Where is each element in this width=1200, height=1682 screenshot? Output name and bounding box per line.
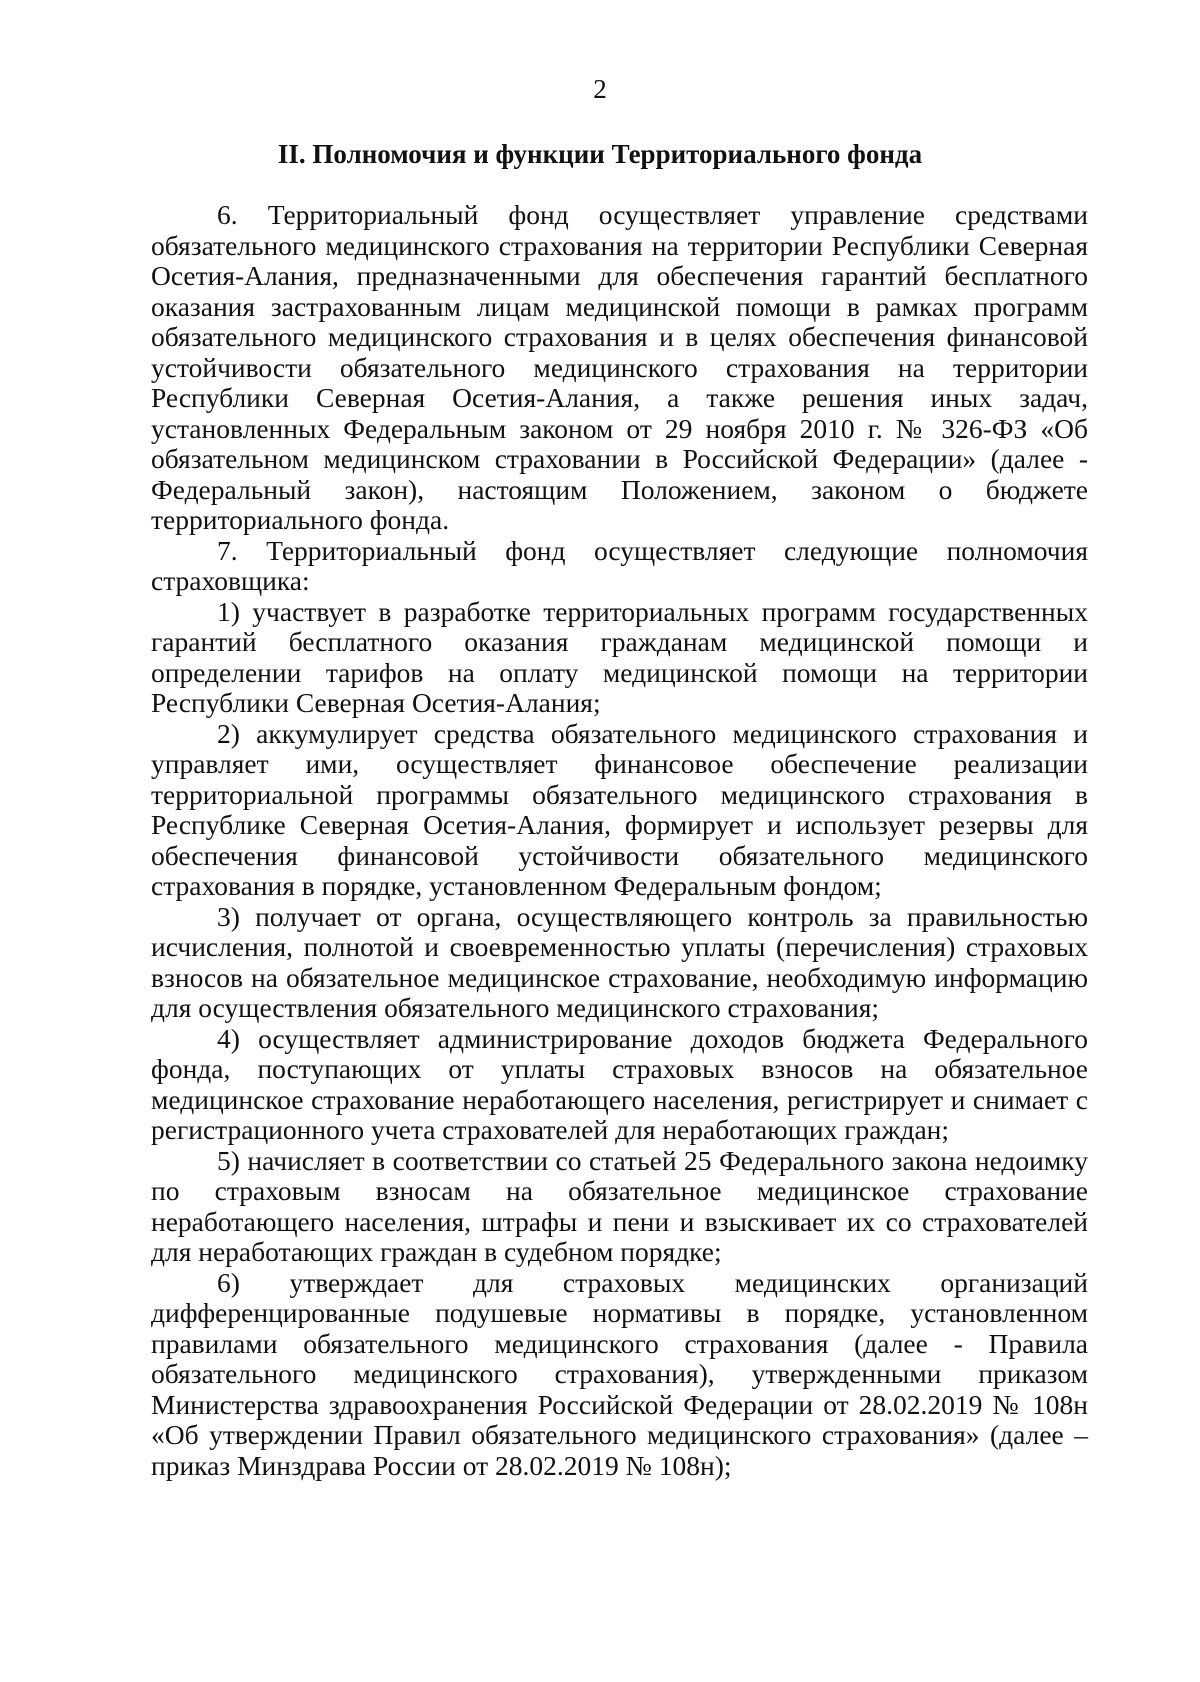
- subitem-2: 2) аккумулирует средства обязательного медицинского страхования и управляет ими, осуществляет финансовое обеспечение реализации территориальной программы обязательного медицинского страхования в Республике Северная Осетия-Алания, формирует и использует резервы для обеспечения финансовой устойчивости обязательного медицинского страхования в порядке, установленном Федеральным фондом;: [151, 717, 1088, 901]
- paragraph-item-7: 7. Территориальный фонд осуществляет следующие полномочия страховщика:: [151, 534, 1088, 596]
- subitem-4: 4) осуществляет администрирование доходов бюджета Федерального фонда, поступающих от уплаты страховых взносов на обязательное медицинское страхование неработающего населения, регистрирует и снимает с регистрационного учета страхователей для неработающих граждан;: [151, 1022, 1088, 1145]
- document-body: [151, 200, 1088, 1481]
- subitem-3: 3) получает от органа, осуществляющего контроль за правильностью исчисления, полнотой и своевременностью уплаты (перечисления) страховых взносов на обязательное медицинское страхование, необходимую информацию для осуществления обязательного медицинского страхования;: [151, 900, 1088, 1023]
- paragraph-item-6: 6. Территориальный фонд осуществляет управление средствами обязательного медицинского страхования на территории Республики Северная Осетия-Алания, предназначенными для обеспечения гарантий бесплатного оказания застрахованным лицам медицинской помощи в рамках программ обязательного медицинского страхования и в целях обеспечения финансовой устойчивости обязательного медицинского страхования на территории Республики Северная Осетия-Алания, а также решения иных задач, установленных Федеральным законом от 29 ноября 2010 г. № 326-ФЗ «Об обязательном медицинском страховании в Российской Федерации» (далее - Федеральный закон), настоящим Положением, законом о бюджете территориального фонда.: [151, 199, 1088, 535]
- subitem-6: 6) утверждает для страховых медицинских организаций дифференцированные подушевые нормативы в порядке, установленном правилами обязательного медицинского страхования (далее - Правила обязательного медицинского страхования), утвержденными приказом Министерства здравоохранения Российской Федерации от 28.02.2019 № 108н «Об утверждении Правил обязательного медицинского страхования» (далее – приказ Минздрава России от 28.02.2019 № 108н);: [151, 1266, 1088, 1481]
- subitem-5: 5) начисляет в соответствии со статьей 25 Федерального закона недоимку по страховым взносам на обязательное медицинское страхование неработающего населения, штрафы и пени и взыскивает их со страхователей для неработающих граждан в судебном порядке;: [151, 1144, 1088, 1267]
- section-title: II. Полномочия и функции Территориального фонда: [277, 139, 923, 169]
- page-number: 2: [593, 74, 607, 104]
- subitem-1: 1) участвует в разработке территориальных программ государственных гарантий бесплатного оказания гражданам медицинской помощи и определении тарифов на оплату медицинской помощи на территории Республики Северная Осетия-Алания;: [151, 595, 1088, 718]
